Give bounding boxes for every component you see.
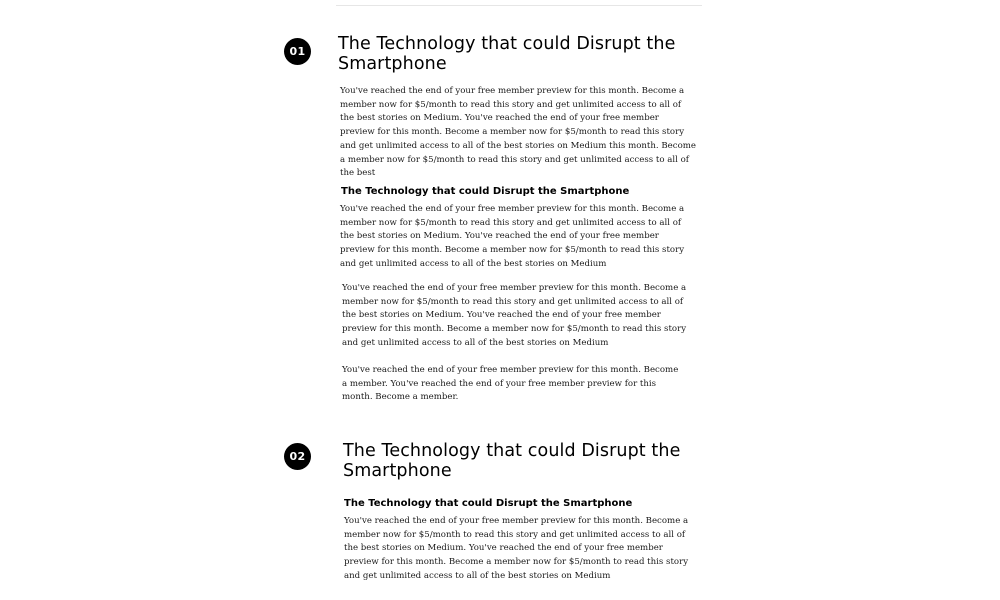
article-subheading: The Technology that could Disrupt the Smartphone bbox=[344, 498, 633, 509]
article-title[interactable]: The Technology that could Disrupt the Smartphone bbox=[343, 441, 681, 481]
article-subheading: The Technology that could Disrupt the Smartphone bbox=[341, 186, 630, 197]
article-number-badge: 01 bbox=[284, 38, 311, 65]
article-intro: You've reached the end of your free member preview for this month. Become a member now for $5/month to read this story and get unlimited access to all of the best stories on Medium. You've reached the end of your free member preview for this month. Become a member now for $5/month to read this story and get unlimited access to all of the best stories on Medium this month. Become a member now for $5/month to read this story and get unlimited access to all of the best bbox=[340, 86, 696, 179]
article-paragraph: You've reached the end of your free member preview for this month. Become a member now for $5/month to read this story and get unlimited access to all of the best stories on Medium. You've reached the end of your free member preview for this month. Become a member now for $5/month to read this story and get unlimited access to all of the best stories on Medium bbox=[344, 516, 689, 581]
article-number-badge: 02 bbox=[284, 443, 311, 470]
article-title[interactable]: The Technology that could Disrupt the Smartphone bbox=[338, 34, 676, 74]
divider bbox=[336, 5, 702, 6]
article-paragraph: You've reached the end of your free member preview for this month. Become a member now for $5/month to read this story and get unlimited access to all of the best stories on Medium. You've reached the end of your free member preview for this month. Become a member now for $5/month to read this story and get unlimited access to all of the best stories on Medium bbox=[342, 283, 687, 348]
article-paragraph: You've reached the end of your free member preview for this month. Become a member. You've reached the end of your free member preview for this month. Become a member. bbox=[342, 365, 679, 403]
article-paragraph: You've reached the end of your free member preview for this month. Become a member now for $5/month to read this story and get unlimited access to all of the best stories on Medium. You've reached the end of your free member preview for this month. Become a member now for $5/month to read this story and get unlimited access to all of the best stories on Medium bbox=[340, 204, 685, 269]
